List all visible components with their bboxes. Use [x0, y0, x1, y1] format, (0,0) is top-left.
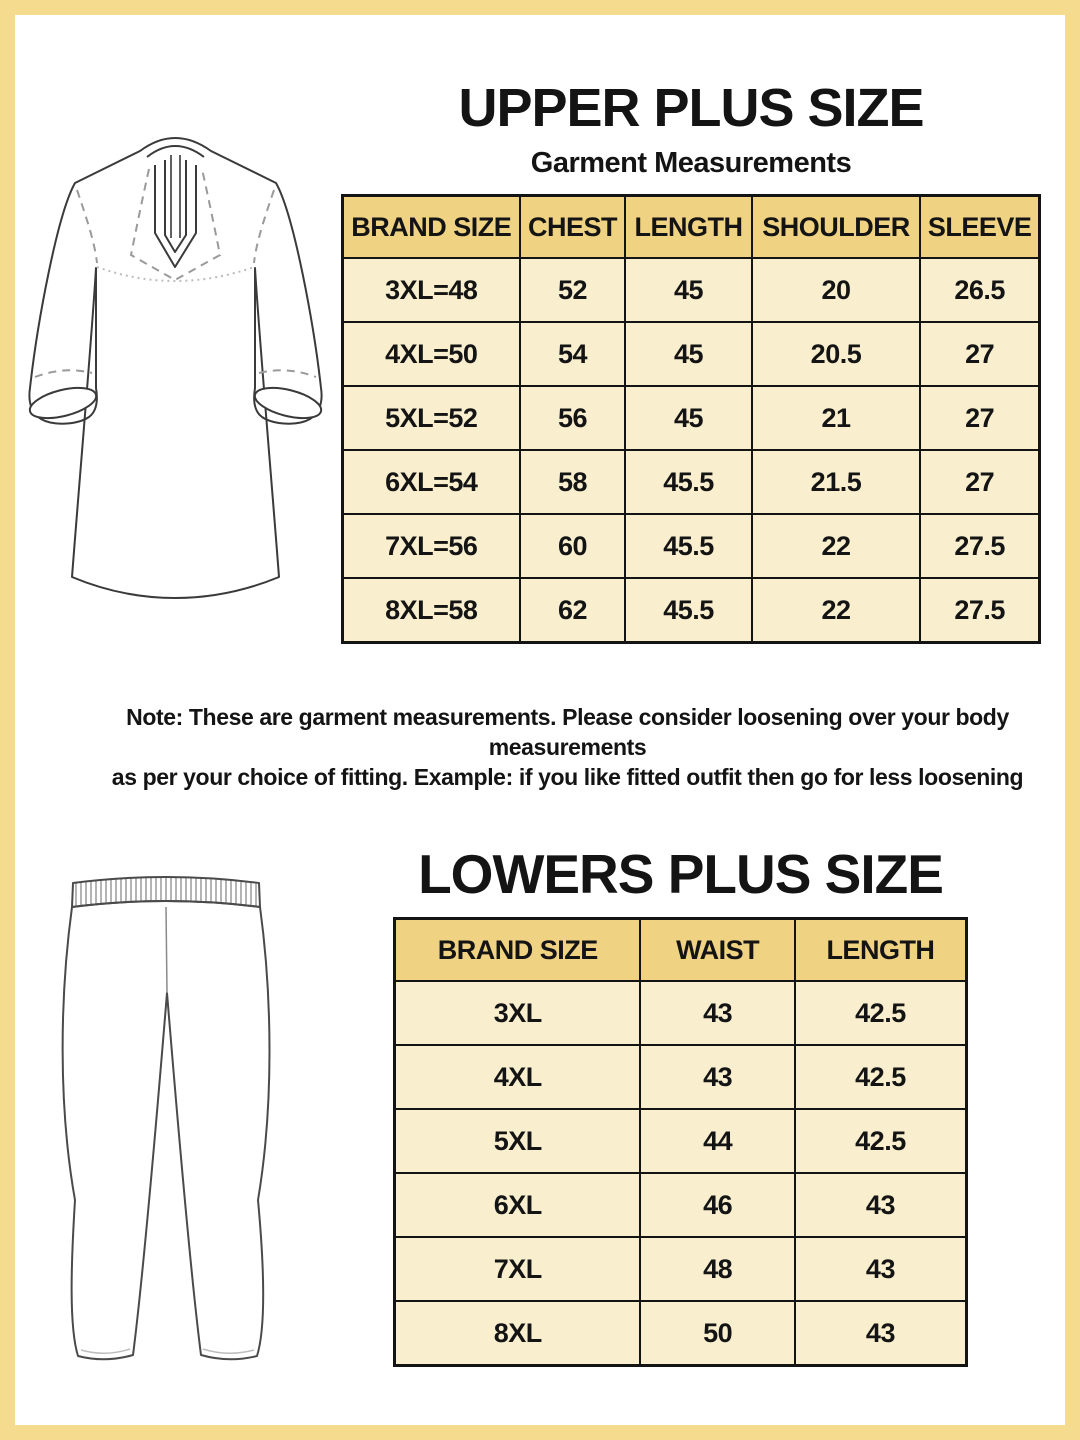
table-cell: 43 — [795, 1301, 967, 1366]
table-cell: 26.5 — [920, 258, 1039, 322]
table-cell: 42.5 — [795, 1109, 967, 1173]
table-cell: 27.5 — [920, 514, 1039, 578]
header-row — [395, 919, 967, 982]
table-cell: 43 — [795, 1237, 967, 1301]
table-row — [395, 1109, 967, 1173]
table-cell: 45.5 — [625, 450, 751, 514]
column-header: CHEST — [520, 196, 626, 259]
upper-section-subtitle: Garment Measurements — [530, 147, 852, 179]
table-cell: 43 — [795, 1173, 967, 1237]
column-header: LENGTH — [795, 919, 967, 982]
table-cell: 45.5 — [625, 578, 751, 643]
table-cell: 46 — [640, 1173, 794, 1237]
table-cell: 20 — [752, 258, 921, 322]
table-cell: 45 — [625, 322, 751, 386]
table-cell: 7XL — [395, 1237, 641, 1301]
header-row — [343, 196, 1040, 259]
column-header: BRAND SIZE — [343, 196, 520, 259]
table-cell: 60 — [520, 514, 626, 578]
table-cell: 48 — [640, 1237, 794, 1301]
table-cell: 5XL=52 — [343, 386, 520, 450]
lowers-size-table — [393, 917, 968, 1367]
table-row — [343, 322, 1040, 386]
table-cell: 5XL — [395, 1109, 641, 1173]
table-cell: 4XL — [395, 1045, 641, 1109]
column-header: SLEEVE — [920, 196, 1039, 259]
table-cell: 27.5 — [920, 578, 1039, 643]
column-header: LENGTH — [625, 196, 751, 259]
column-header: BRAND SIZE — [395, 919, 641, 982]
table-row — [395, 1045, 967, 1109]
table-cell: 3XL=48 — [343, 258, 520, 322]
kurta-illustration-icon — [19, 105, 331, 655]
table-cell: 45 — [625, 258, 751, 322]
table-row — [343, 258, 1040, 322]
note-line-1: Note: These are garment measurements. Please consider loosening over your body measurements — [126, 704, 1009, 760]
table-cell: 45.5 — [625, 514, 751, 578]
table-row — [343, 514, 1040, 578]
table-cell: 3XL — [395, 981, 641, 1045]
table-cell: 54 — [520, 322, 626, 386]
table-cell: 22 — [752, 578, 921, 643]
table-row — [395, 1173, 967, 1237]
table-row — [395, 1237, 967, 1301]
lowers-section-title: LOWERS PLUS SIZE — [418, 843, 943, 905]
table-row — [395, 981, 967, 1045]
table-cell: 27 — [920, 450, 1039, 514]
table-cell: 52 — [520, 258, 626, 322]
table-row — [343, 386, 1040, 450]
table-cell: 43 — [640, 981, 794, 1045]
table-cell: 44 — [640, 1109, 794, 1173]
table-cell: 58 — [520, 450, 626, 514]
column-header: WAIST — [640, 919, 794, 982]
note-line-2: as per your choice of fitting. Example: if you like fitted outfit then go for less loosening — [111, 764, 1024, 790]
upper-section-title: UPPER PLUS SIZE — [458, 78, 924, 138]
table-cell: 43 — [640, 1045, 794, 1109]
table-cell: 7XL=56 — [343, 514, 520, 578]
table-cell: 45 — [625, 386, 751, 450]
table-cell: 21 — [752, 386, 921, 450]
table-cell: 6XL=54 — [343, 450, 520, 514]
table-cell: 50 — [640, 1301, 794, 1366]
table-cell: 8XL — [395, 1301, 641, 1366]
table-cell: 6XL — [395, 1173, 641, 1237]
table-cell: 22 — [752, 514, 921, 578]
table-cell: 56 — [520, 386, 626, 450]
table-cell: 20.5 — [752, 322, 921, 386]
table-cell: 8XL=58 — [343, 578, 520, 643]
measurement-note — [15, 702, 1080, 792]
table-row — [395, 1301, 967, 1366]
table-cell: 42.5 — [795, 981, 967, 1045]
column-header: SHOULDER — [752, 196, 921, 259]
table-cell: 27 — [920, 386, 1039, 450]
table-cell: 62 — [520, 578, 626, 643]
table-row — [343, 578, 1040, 643]
table-cell: 4XL=50 — [343, 322, 520, 386]
upper-size-table — [341, 194, 1041, 644]
table-cell: 21.5 — [752, 450, 921, 514]
leggings-illustration-icon — [45, 865, 287, 1413]
table-row — [343, 450, 1040, 514]
table-cell: 27 — [920, 322, 1039, 386]
table-cell: 42.5 — [795, 1045, 967, 1109]
